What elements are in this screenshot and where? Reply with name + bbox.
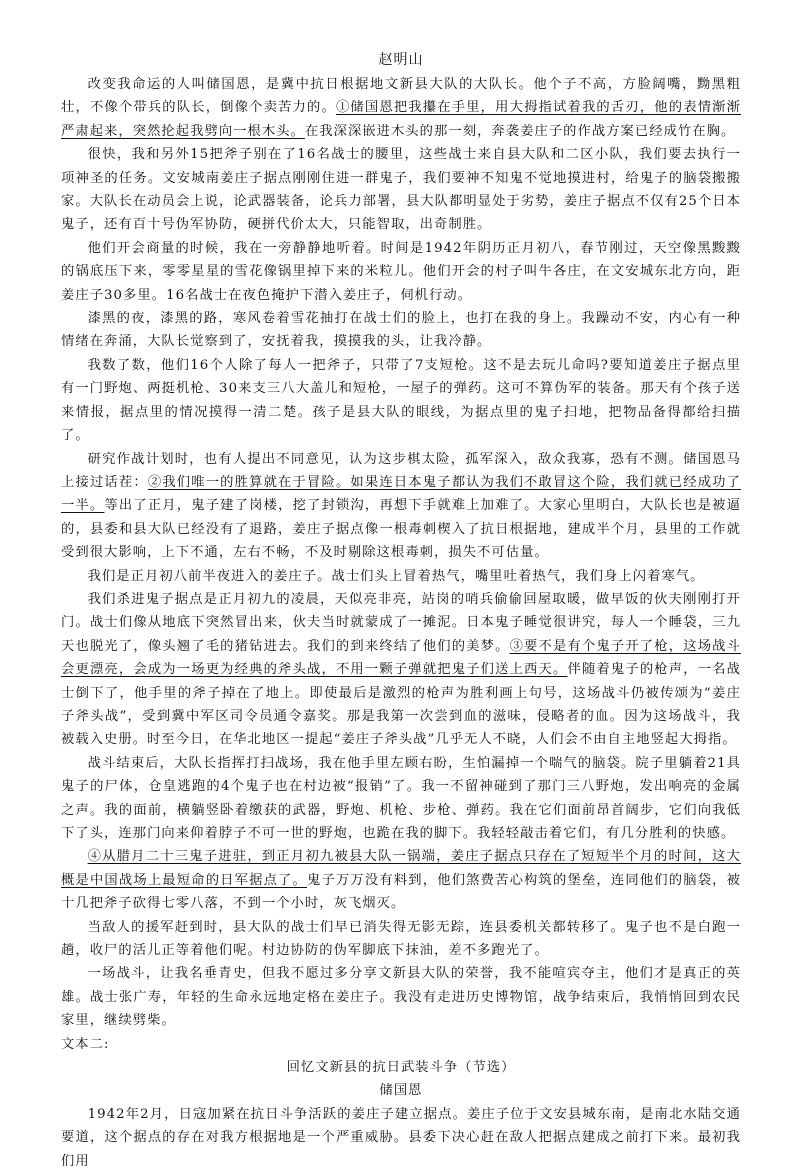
paragraph-text: 我们杀进鬼子据点是正月初九的凌晨，天似亮非亮，站岗的哨兵偷偷回屋取暖，做早饭的伙夫刚刚打开门。战士们像从地底下突然冒出来，伙夫当时就蒙成了一摊泥。日本鬼子睡觉很讲究，每人一个睡袋，三九天也脱光了，像头翘了毛的猪钻进去。我们的到来终结了他们的美梦。 (61, 591, 741, 654)
text1-paragraph (61, 845, 741, 915)
text1-body (61, 73, 741, 1033)
paragraph-text: 他们开会商量的时候，我在一旁静静地听着。时间是1942年阴历正月初八，春节刚过，天空像黑黢黢的锅底压下来，零零星星的雪花像锅里掉下来的米粒儿。他们开会的村子叫牛各庄，在文安城东北方向，距姜庄子30多里。16名战士在夜色掩护下潜入姜庄子，伺机行动。 (61, 240, 741, 303)
text2-label: 文本二: (61, 1036, 110, 1052)
text2-title: 回忆文新县的抗日武装斗争（节选） (286, 1060, 516, 1076)
document-page (61, 50, 741, 1173)
text1-paragraph (61, 73, 741, 143)
paragraph-text: 很快，我和另外15把斧子别在了16名战士的腰里，这些战士来自县大队和二区小队，我们要去执行一项神圣的任务。文安城南姜庄子据点刚刚住进一群鬼子，我们要神不知鬼不觉地摸进村，给鬼子的脑袋搬搬家。大队长在动员会上说，论武器装备，论兵力部署，县大队都明显处于劣势，姜庄子据点不仅有25个日本鬼子，还有百十号伪军协防，硬拼代价太大，只能智取，出奇制胜。 (61, 147, 741, 233)
underlined-sentence: ③要不是有个鬼子开了枪，这场战斗会更漂亮，会成为一场更为经典的斧头战，不用一颗子弹就把鬼子们送上西天。 (61, 638, 741, 678)
paragraph-text: 漆黑的夜，漆黑的路，寒风卷着雪花抽打在战士们的脸上，也打在我的身上。我躁动不安，内心有一种情绪在奔涌，大队长觉察到了，安抚着我，摸摸我的头，让我冷静。 (61, 311, 741, 350)
text1-paragraph (61, 143, 741, 237)
paragraph-text: 一场战斗，让我名垂青史，但我不愿过多分享文新县大队的荣誉，我不能喧宾夺主，他们才是真正的英雄。战士张广寿，年轻的生命永远地定格在姜庄子。我没有走进历史博物馆，战争结束后，我悄悄回到农民家里，继续劈柴。 (61, 966, 741, 1029)
paragraph-text: 鬼子万万没有料到，他们煞费苦心构筑的堡垒，连同他们的脑袋，被十几把斧子砍得七零八落，不到一个小时，灰飞烟灭。 (61, 872, 741, 912)
underlined-sentence: ①储国恩把我攥在手里，用大拇指试着我的舌刃，他的表情渐渐严肃起来，突然抡起我劈向一根木头。 (61, 100, 742, 139)
text1-paragraph (61, 307, 741, 354)
paragraph-text: 战斗结束后，大队长指挥打扫战场，我在他手里左顾右盼，生怕漏掉一个喘气的脑袋。院子里躺着21具鬼子的尸体，仓皇逃跑的4个鬼子也在村边被“报销”了。我一不留神碰到了那门三八野炮，发出响亮的金属之声。我的面前，横躺竖卧着缴获的武器，野炮、机枪、步枪、弹药。我在它们面前昂首阔步，它们向我低下了头，连那门向来仰着脖子不可一世的野炮，也跪在我的脚下。我轻轻敲击着它们，有几分胜利的快感。 (61, 755, 741, 841)
text1-paragraph (61, 354, 741, 448)
paragraph-text: 等出了正月，鬼子建了岗楼，挖了封锁沟，再想下手就难上加难了。大家心里明白，大队长也是被逼的，县委和县大队已经没有了退路，姜庄子据点像一根毒刺楔入了抗日根据地，建成半个月，县里的工作就受到很大影响，上下不通，左右不畅，不及时剔除这根毒刺，损失不可估量。 (61, 498, 741, 561)
underlined-sentence: ④从腊月二十三鬼子进驻，到正月初九被县大队一锅端，姜庄子据点只存在了短短半个月的时间，这大概是中国战场上最短命的日军据点了。 (61, 849, 741, 888)
text1-paragraph (61, 916, 741, 963)
paragraph-text: 改变我命运的人叫储国恩，是冀中抗日根据地文新县大队的大队长。他个子不高，方脸阔嘴，黝黑粗壮，不像个带兵的队长，倒像个卖苦力的。 (61, 77, 741, 116)
text1-paragraph (61, 448, 741, 565)
text1-author: 赵明山 (378, 52, 424, 68)
text1-paragraph (61, 565, 741, 588)
paragraph-text: 研究作战计划时，也有人提出不同意见，认为这步棋太险，孤军深入，敌众我寡，恐有不测。储国恩马上接过话茬： (61, 451, 741, 490)
paragraph-text: 伴随着鬼子的枪声，一名战士倒下了，他手里的斧子掉在了地上。即使最后是激烈的枪声为胜利画上句号，这场战斗仍被传颂为“姜庄子斧头战”，受到冀中军区司令员通令嘉奖。那是我第一次尝到血的滋味，侵略者的血。因为这场战斗，我被载入史册。时至今日，在华北地区一提起“姜庄子斧头战”几乎无人不晓，人们会不由自主地竖起大拇指。 (61, 662, 741, 748)
paragraph-text: 当敌人的援军赶到时，县大队的战士们早已消失得无影无踪，连县委机关都转移了。鬼子也不是白跑一趟，收尸的活儿正等着他们呢。村边协防的伪军脚底下抹油，差不多跑光了。 (61, 919, 741, 959)
paragraph-text: 在我深深嵌进木头的那一刻，奔袭姜庄子的作战方案已经成竹在胸。 (304, 123, 736, 139)
text1-paragraph (61, 962, 741, 1032)
text2-paragraph: 1942年2月，日寇加紧在抗日斗争活跃的姜庄子建立据点。姜庄子位于文安县城东南，是南北水陆交通要道，这个据点的存在对我方根据地是一个严重威胁。县委下决心赶在敌人把据点建成之前打下来。最初我们用 (61, 1106, 741, 1169)
paragraph-text: 我数了数，他们16个人除了每人一把斧子，只带了7支短枪。这不是去玩儿命吗?要知道姜庄子据点里有一门野炮、两挺机枪、30来支三八大盖儿和短枪，一屋子的弹药。这可不算伪军的装备。那天有个孩子送来情报，据点里的情况摸得一清二楚。孩子是县大队的眼线，为据点里的鬼子扫地，把物品备得都给扫描了。 (61, 357, 741, 444)
text1-paragraph (61, 588, 741, 752)
text2-author: 储国恩 (379, 1083, 423, 1099)
underlined-sentence: ②我们唯一的胜算就在于冒险。如果连日本鬼子都认为我们不敢冒这个险，我们就已经成功了一半。 (61, 474, 741, 514)
paragraph-text: 我们是正月初八前半夜进入的姜庄子。战士们头上冒着热气，嘴里吐着热气，我们身上闪着寒气。 (87, 568, 705, 584)
text1-paragraph (61, 752, 741, 846)
text1-paragraph (61, 237, 741, 307)
